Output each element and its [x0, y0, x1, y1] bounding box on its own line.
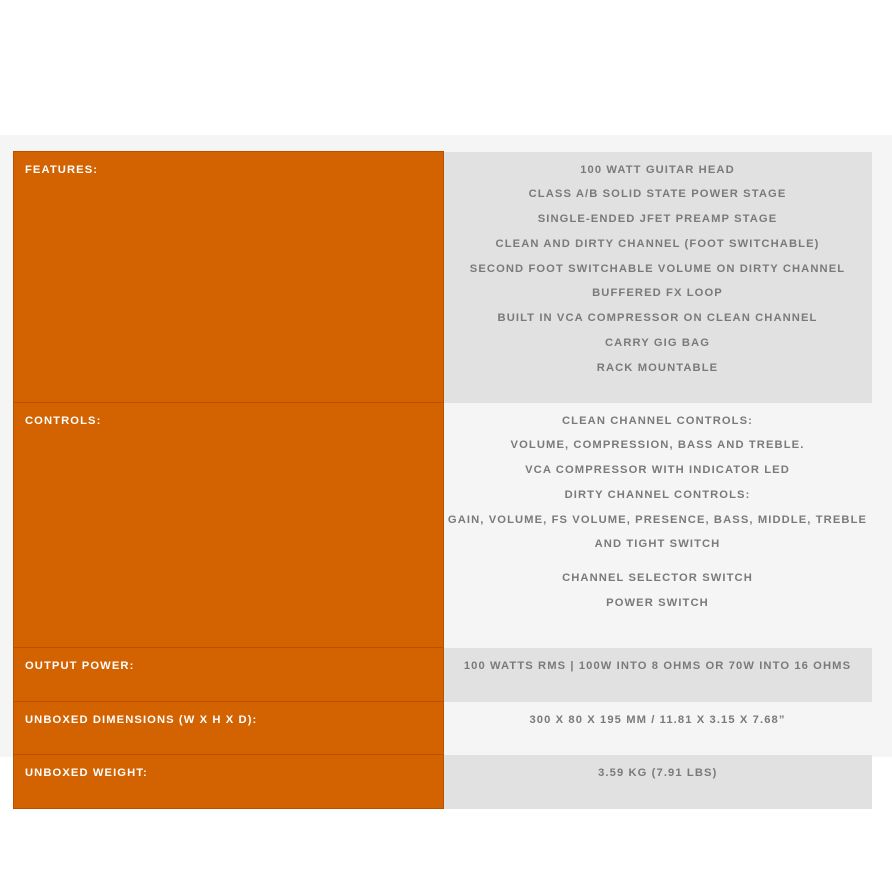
- control-item: VCA COMPRESSOR WITH INDICATOR LED: [525, 464, 790, 477]
- feature-item: CLASS A/B SOLID STATE POWER STAGE: [528, 188, 787, 201]
- control-item: AND TIGHT SWITCH: [594, 538, 721, 551]
- spec-row-features: [14, 152, 872, 403]
- control-item: GAIN, VOLUME, FS VOLUME, PRESENCE, BASS, MIDDLE, TREBLE: [447, 513, 868, 526]
- spec-label-controls: CONTROLS:: [14, 403, 444, 648]
- spec-label-weight: UNBOXED WEIGHT:: [14, 755, 444, 809]
- feature-item: SECOND FOOT SWITCHABLE VOLUME ON DIRTY CHANNEL: [469, 262, 846, 275]
- feature-item: BUFFERED FX LOOP: [592, 287, 723, 300]
- feature-item: 100 WATT GUITAR HEAD: [580, 163, 735, 176]
- spec-label-features: FEATURES:: [14, 152, 444, 403]
- feature-item: SINGLE-ENDED JFET PREAMP STAGE: [537, 213, 778, 226]
- spec-row-output-power: [14, 648, 872, 702]
- feature-item: CARRY GIG BAG: [604, 337, 711, 350]
- feature-item: CLEAN AND DIRTY CHANNEL (FOOT SWITCHABLE): [495, 237, 820, 250]
- spec-row-controls: [14, 403, 872, 648]
- spec-value-features: [444, 152, 872, 403]
- control-item: VOLUME, COMPRESSION, BASS AND TREBLE.: [510, 439, 805, 452]
- spec-row-weight: [14, 755, 872, 809]
- control-item: CHANNEL SELECTOR SWITCH: [562, 572, 753, 585]
- spec-value-weight: 3.59 KG (7.91 LBS): [444, 755, 872, 809]
- specifications-table: [13, 151, 872, 809]
- spec-value-dimensions: 300 X 80 X 195 MM / 11.81 X 3.15 X 7.68”: [444, 702, 872, 755]
- feature-item: BUILT IN VCA COMPRESSOR ON CLEAN CHANNEL: [497, 312, 818, 325]
- control-item: CLEAN CHANNEL CONTROLS:: [561, 414, 754, 427]
- spec-value-controls: [444, 403, 872, 648]
- control-item: POWER SWITCH: [606, 597, 709, 610]
- feature-item: RACK MOUNTABLE: [596, 361, 719, 374]
- spec-value-output-power: 100 WATTS RMS | 100W INTO 8 OHMS OR 70W INTO 16 OHMS: [444, 648, 872, 702]
- control-item: DIRTY CHANNEL CONTROLS:: [564, 488, 751, 501]
- spec-label-output-power: OUTPUT POWER:: [14, 648, 444, 702]
- spec-label-dimensions: UNBOXED DIMENSIONS (W X H X D):: [14, 702, 444, 755]
- spec-row-dimensions: [14, 702, 872, 755]
